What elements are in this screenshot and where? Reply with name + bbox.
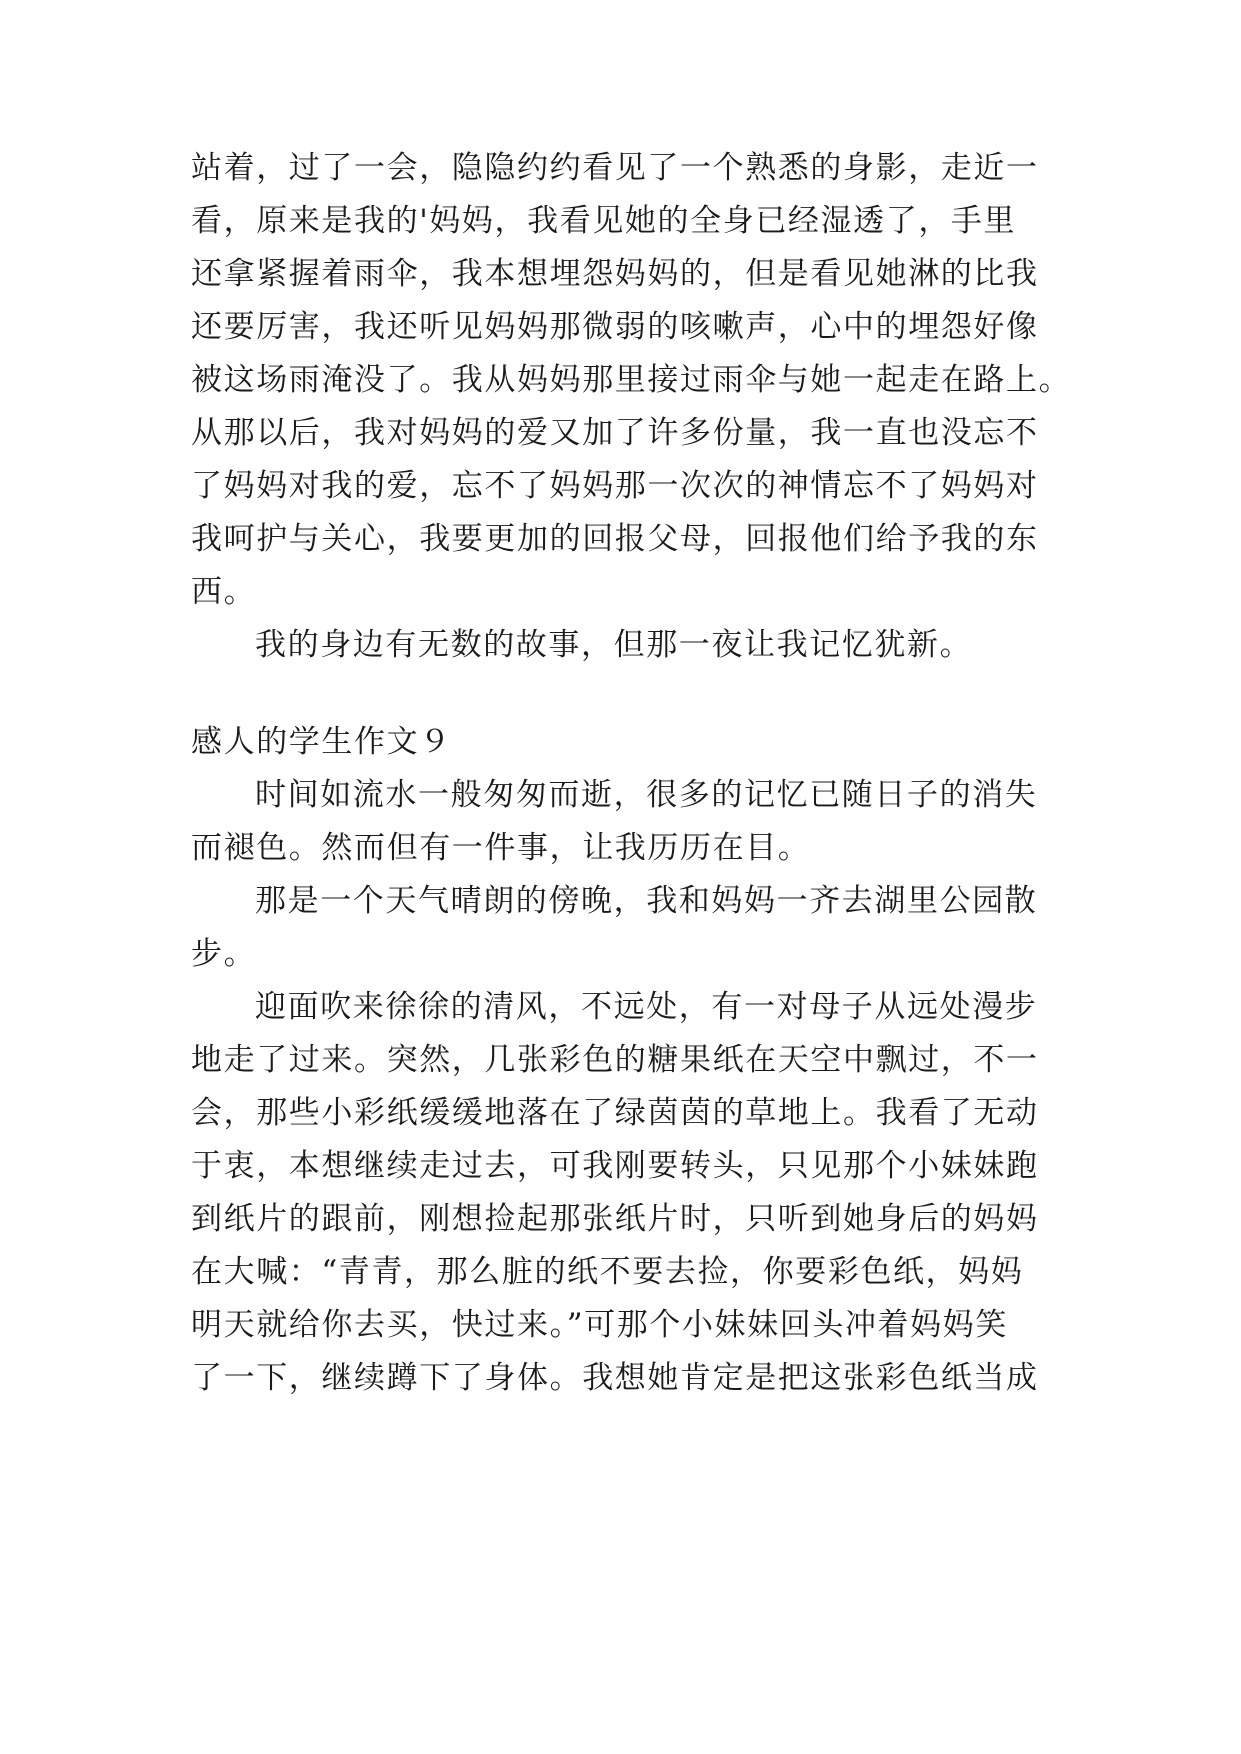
text-line: 那是一个天气晴朗的傍晚，我和妈妈一齐去湖里公园散 bbox=[255, 883, 1038, 919]
text-line: 还要厉害，我还听见妈妈那微弱的咳嗽声，心中的埋怨好像 bbox=[191, 309, 1039, 345]
text-line: 了妈妈对我的爱，忘不了妈妈那一次次的神情忘不了妈妈对 bbox=[191, 468, 1039, 504]
text-line: 而褪色。然而但有一件事，让我历历在目。 bbox=[191, 830, 811, 866]
text-line: 到纸片的跟前，刚想捡起那张纸片时，只听到她身后的妈妈 bbox=[191, 1201, 1039, 1237]
text-line: 西。 bbox=[191, 574, 257, 610]
text-line: 明天就给你去买，快过来。”可那个小妹妹回头冲着妈妈笑 bbox=[191, 1307, 1008, 1343]
text-line: 地走了过来。突然，几张彩色的糖果纸在天空中飘过，不一 bbox=[191, 1042, 1039, 1078]
text-line: 从那以后，我对妈妈的爱又加了许多份量，我一直也没忘不 bbox=[191, 415, 1039, 451]
text-line: 看，原来是我的'妈妈，我看见她的全身已经湿透了，手里 bbox=[191, 203, 1017, 239]
text-line: 还拿紧握着雨伞，我本想埋怨妈妈的，但是看见她淋的比我 bbox=[191, 256, 1039, 292]
text-line: 于衷，本想继续走过去，可我刚要转头，只见那个小妹妹跑 bbox=[191, 1148, 1039, 1184]
text-line: 了一下，继续蹲下了身体。我想她肯定是把这张彩色纸当成 bbox=[191, 1360, 1039, 1396]
text-line: 时间如流水一般匆匆而逝，很多的记忆已随日子的消失 bbox=[255, 777, 1038, 813]
text-line: 被这场雨淹没了。我从妈妈那里接过雨伞与她一起走在路上。 bbox=[191, 362, 1072, 398]
text-line: 步。 bbox=[191, 936, 257, 972]
text-line: 会，那些小彩纸缓缓地落在了绿茵茵的草地上。我看了无动 bbox=[191, 1095, 1039, 1131]
closing-line: 我的身边有无数的故事，但那一夜让我记忆犹新。 bbox=[255, 627, 973, 663]
section-title: 感人的学生作文９ bbox=[191, 724, 452, 760]
text-line: 迎面吹来徐徐的清风，不远处，有一对母子从远处漫步 bbox=[255, 989, 1038, 1025]
text-line: 站着，过了一会，隐隐约约看见了一个熟悉的身影，走近一 bbox=[191, 150, 1039, 186]
text-line: 我呵护与关心，我要更加的回报父母，回报他们给予我的东 bbox=[191, 521, 1039, 557]
text-line: 在大喊：“青青，那么脏的纸不要去捡，你要彩色纸，妈妈 bbox=[191, 1254, 1024, 1290]
